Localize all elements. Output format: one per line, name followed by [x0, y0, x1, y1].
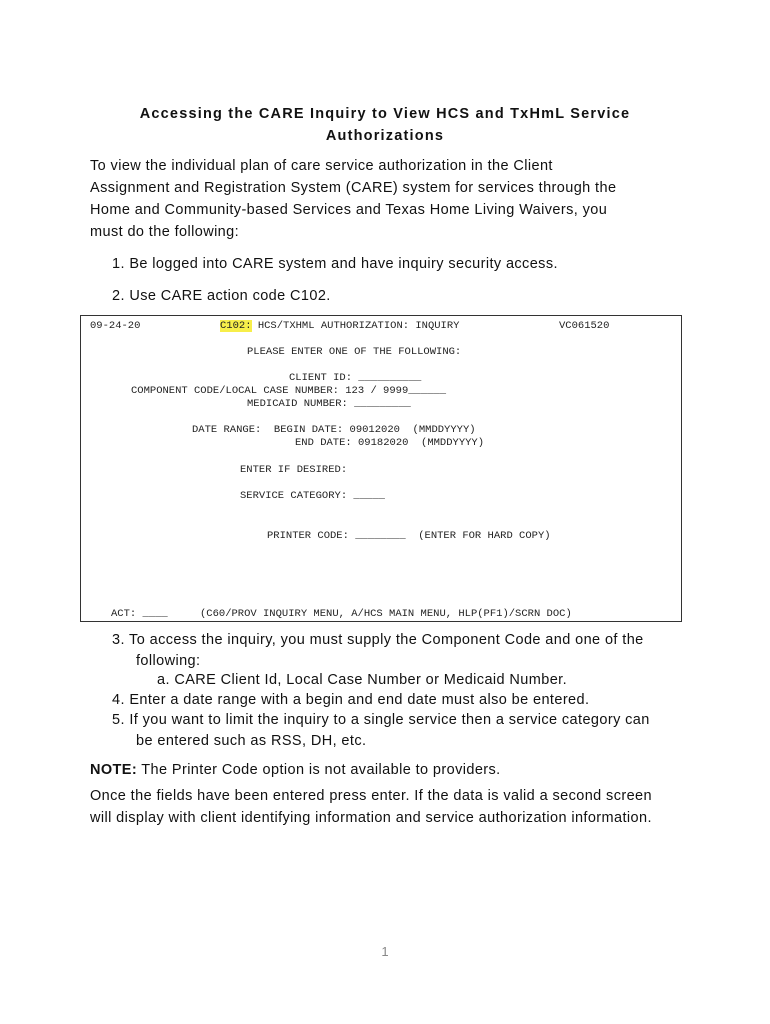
screen-id: VC061520: [559, 320, 610, 332]
care-terminal-screen: [80, 315, 682, 622]
closing-paragraph: [90, 785, 690, 829]
printer-code-field[interactable]: PRINTER CODE: ________ (ENTER FOR HARD COPY): [267, 530, 551, 542]
intro-line: To view the individual plan of care service authorization in the Client: [90, 158, 553, 174]
page-number: 1: [381, 944, 389, 959]
list-item-3-cont: following:: [136, 653, 201, 669]
intro-paragraph: [90, 155, 690, 243]
screen-menu-help: (C60/PROV INQUIRY MENU, A/HCS MAIN MENU, HLP(PF1)/SCRN DOC): [200, 608, 572, 620]
list-item-5-cont: be entered such as RSS, DH, etc.: [136, 733, 367, 749]
step-1: 1. Be logged into CARE system and have inquiry security access.: [112, 256, 558, 272]
closing-line: Once the fields have been entered press enter. If the data is valid a second screen: [90, 788, 652, 804]
begin-date-field[interactable]: DATE RANGE: BEGIN DATE: 09012020 (MMDDYYYY): [192, 424, 476, 436]
intro-line: must do the following:: [90, 224, 240, 240]
list-item-5: 5. If you want to limit the inquiry to a single service then a service category can: [112, 712, 650, 728]
action-code-highlight: C102:: [220, 320, 252, 332]
document-title: [100, 103, 670, 147]
list-item-4: 4. Enter a date range with a begin and end date must also be entered.: [112, 692, 590, 708]
screen-prompt: PLEASE ENTER ONE OF THE FOLLOWING:: [247, 346, 462, 358]
step-2: 2. Use CARE action code C102.: [112, 288, 331, 304]
medicaid-number-field[interactable]: MEDICAID NUMBER: _________: [247, 398, 411, 410]
screen-title: HCS/TXHML AUTHORIZATION: INQUIRY: [257, 320, 460, 332]
title-line-2: Authorizations: [325, 128, 445, 144]
end-date-field[interactable]: END DATE: 09182020 (MMDDYYYY): [295, 437, 485, 449]
closing-line: will display with client identifying information and service authorization information.: [90, 810, 652, 826]
enter-if-desired-label: ENTER IF DESIRED:: [240, 464, 348, 476]
intro-line: Home and Community-based Services and Texas Home Living Waivers, you: [90, 202, 608, 218]
intro-line: Assignment and Registration System (CARE) system for services through the: [90, 180, 617, 196]
note-label: NOTE:: [90, 762, 138, 778]
service-category-field[interactable]: SERVICE CATEGORY: _____: [240, 490, 385, 502]
act-field[interactable]: ACT: ____: [111, 608, 168, 620]
screen-date: 09-24-20: [90, 320, 141, 332]
title-line-1: Accessing the CARE Inquiry to View HCS and TxHmL Service: [139, 106, 631, 122]
screen-header: [220, 320, 459, 332]
note-text: The Printer Code option is not available to providers.: [137, 762, 501, 778]
note-paragraph: [90, 759, 690, 781]
component-code-field[interactable]: COMPONENT CODE/LOCAL CASE NUMBER: 123 / 9999______: [131, 385, 447, 397]
list-item-3a: a. CARE Client Id, Local Case Number or Medicaid Number.: [157, 672, 568, 688]
client-id-field[interactable]: CLIENT ID: __________: [289, 372, 422, 384]
list-item-3: 3. To access the inquiry, you must supply the Component Code and one of the: [112, 632, 644, 648]
